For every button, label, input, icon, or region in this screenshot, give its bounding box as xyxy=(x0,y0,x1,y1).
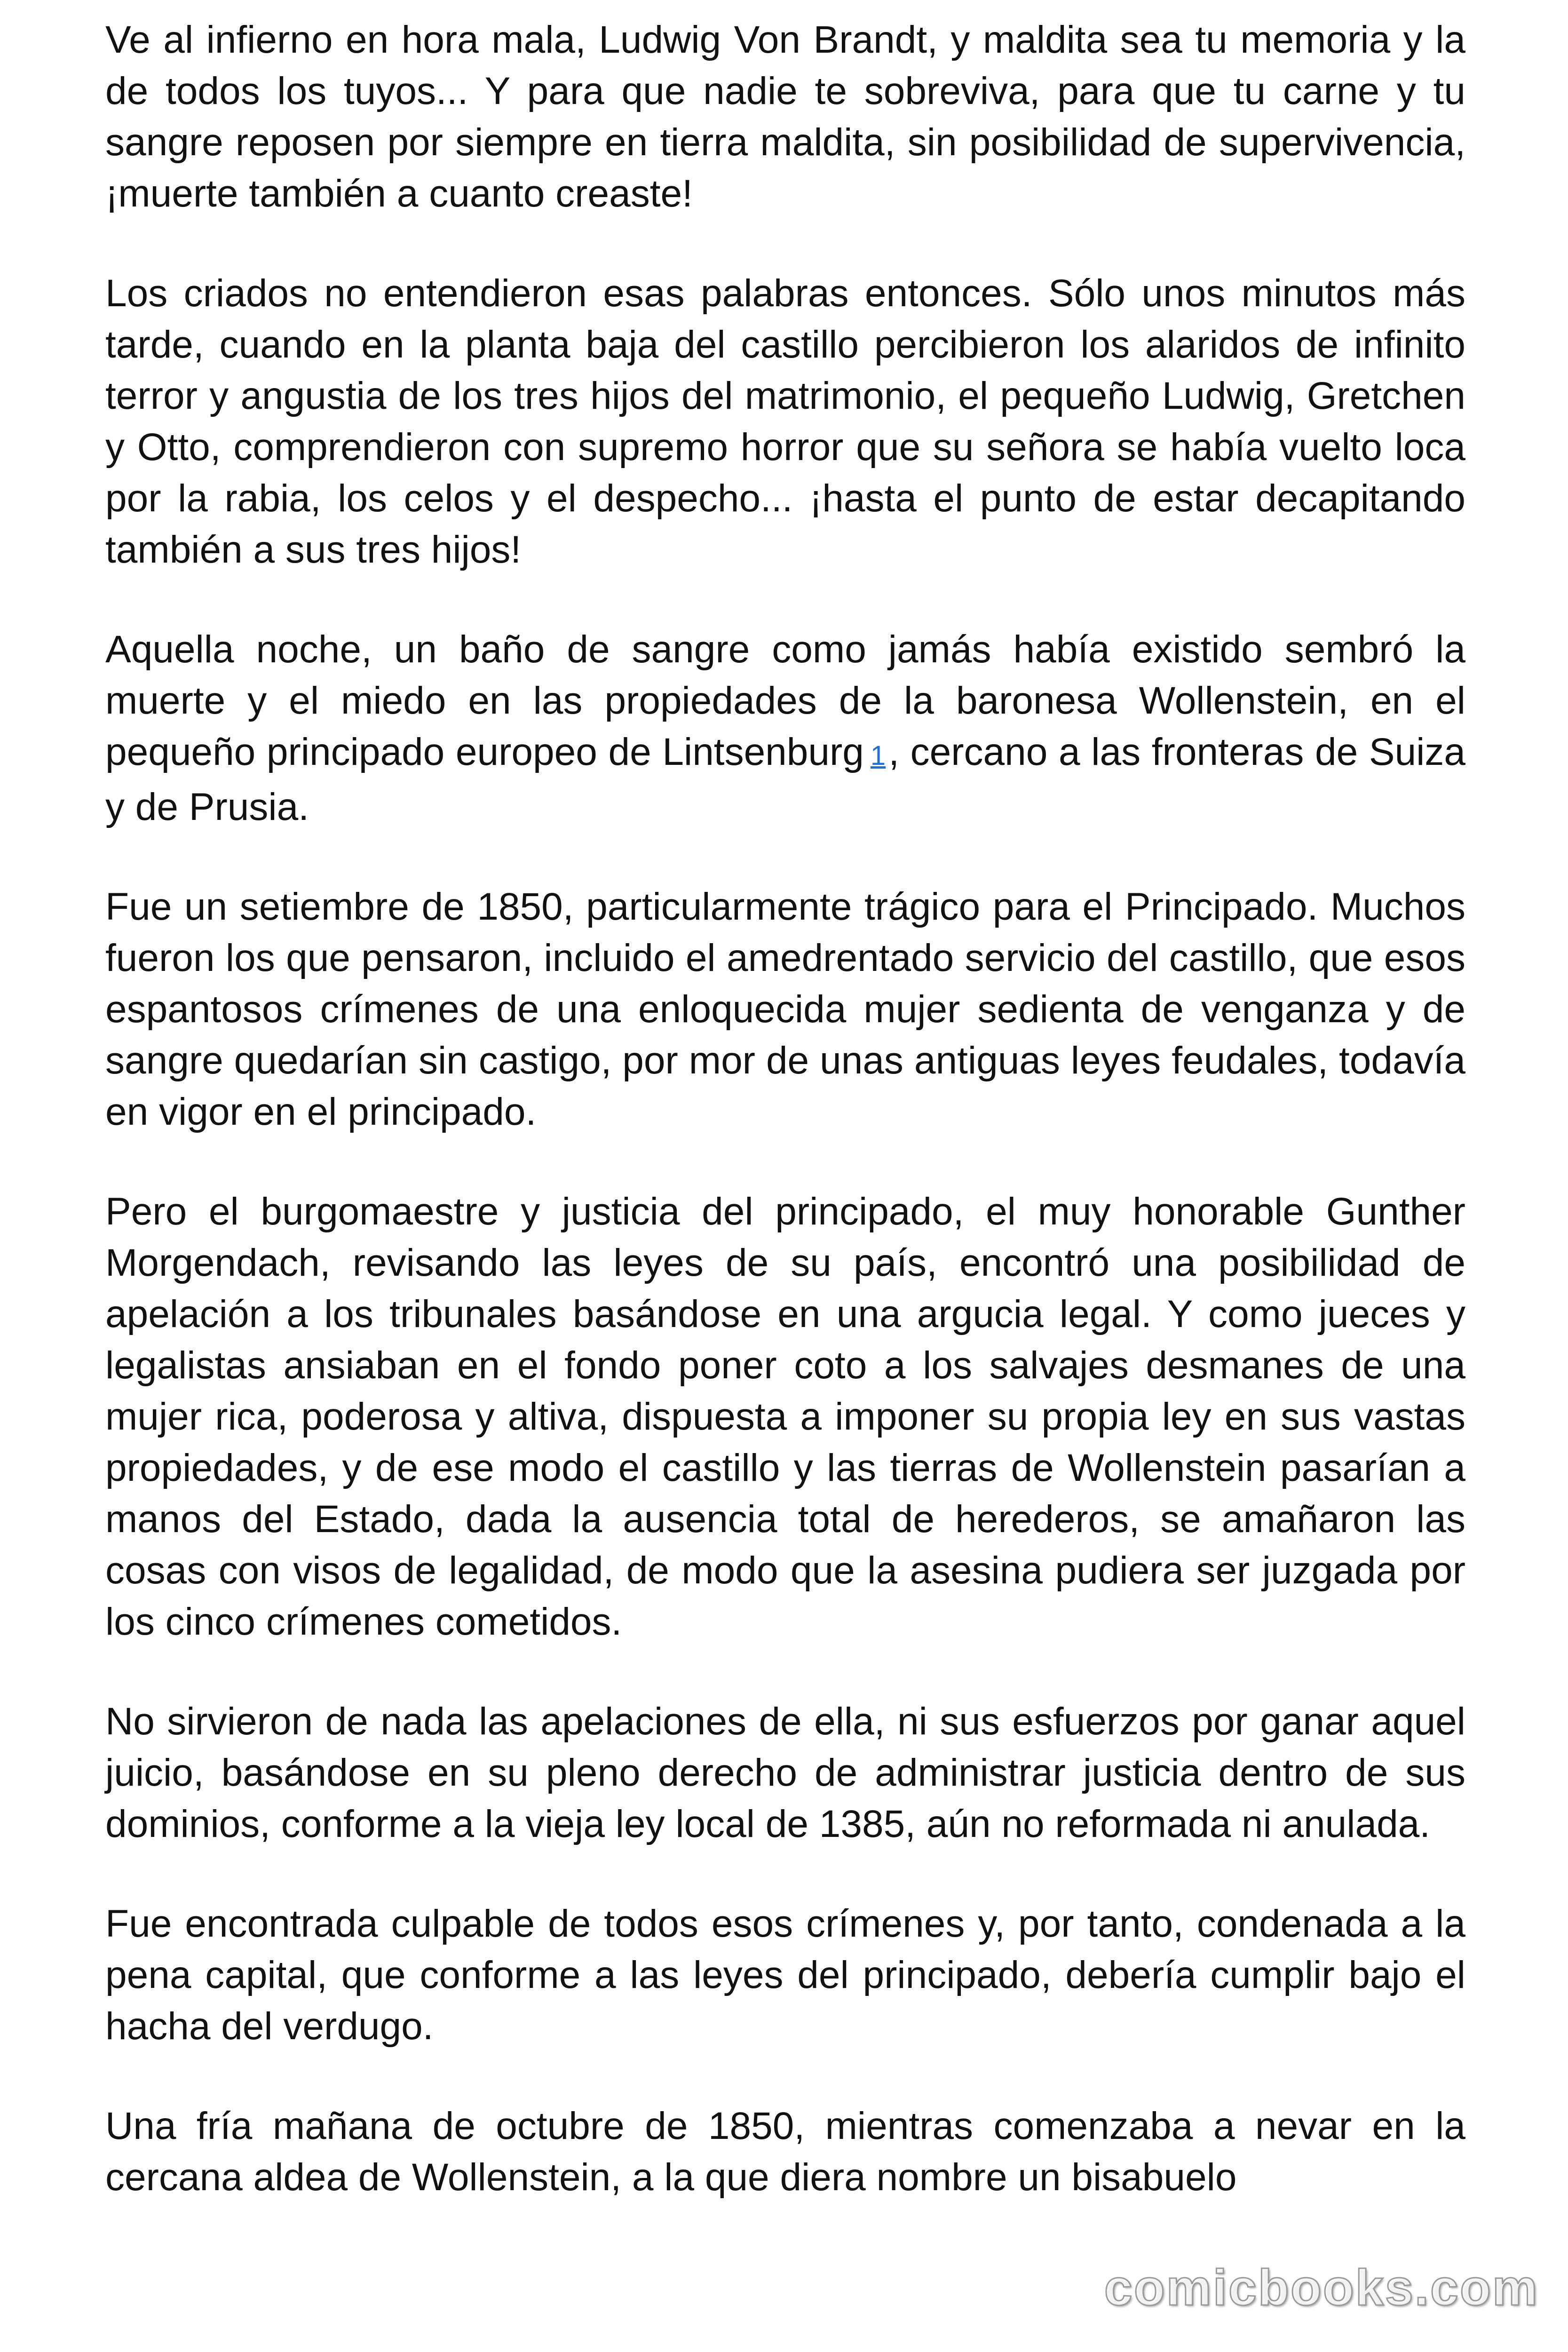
paragraph-appeals: No sirvieron de nada las apelaciones de ella, ni sus esfuerzos por ganar aquel juicio, basándose en su pleno derecho de administrar justicia dentro de sus dominios, conforme a la vieja ley local de 1385, aún no reformada ni anulada. xyxy=(105,1700,1465,1845)
paragraph-bloodbath-text-after: , cercano a las fronteras de Suiza y de Prusia. xyxy=(105,731,1465,828)
paragraph-servants: Los criados no entendieron esas palabras entonces. Sólo unos minutos más tarde, cuando en la planta baja del castillo percibieron los alaridos de infinito terror y angustia de los tres hijos del matrimonio, el pequeño Ludwig, Gretchen y Otto, comprendieron con supremo horror que su señora se había vuelto loca por la rabia, los celos y el despecho... ¡hasta el punto de estar decapitando también a sus tres hijos! xyxy=(105,272,1465,571)
paragraph-october: Una fría mañana de octubre de 1850, mientras comenzaba a nevar en la cercana aldea de Wollenstein, a la que diera nombre un bisabuelo xyxy=(105,2105,1465,2199)
paragraph-sentence: Fue encontrada culpable de todos esos crímenes y, por tanto, condenada a la pena capital, que conforme a las leyes del principado, debería cumplir bajo el hacha del verdugo. xyxy=(105,1902,1465,2048)
footnote-link[interactable]: 1 xyxy=(870,740,886,771)
paragraph-curse: Ve al infierno en hora mala, Ludwig Von Brandt, y maldita sea tu memoria y la de todos los tuyos... Y para que nadie te sobreviva, para que tu carne y tu sangre reposen por siempre en tierra maldita, sin posibilidad de supervivencia, ¡muerte también a cuanto creaste! xyxy=(105,18,1465,215)
paragraph-september: Fue un setiembre de 1850, particularmente trágico para el Principado. Muchos fueron los que pensaron, incluido el amedrentado servicio del castillo, que esos espantosos crímenes de una enloquecida mujer sedienta de venganza y de sangre quedarían sin castigo, por mor de unas antiguas leyes feudales, todavía en vigor en el principado. xyxy=(105,885,1465,1133)
paragraph-bloodbath-text-before: Aquella noche, un baño de sangre como jamás había existido sembró la muerte y el miedo en las propiedades de la baronesa Wollenstein, en el pequeño principado europeo de Lintsenburg xyxy=(105,628,1465,773)
document-page xyxy=(105,14,1465,2203)
watermark-logo: comicbooks.com xyxy=(1104,2259,1539,2316)
paragraph-burgomaster: Pero el burgomaestre y justicia del principado, el muy honorable Gunther Morgendach, revisando las leyes de su país, encontró una posibilidad de apelación a los tribunales basándose en una argucia legal. Y como jueces y legalistas ansiaban en el fondo poner coto a los salvajes desmanes de una mujer rica, poderosa y altiva, dispuesta a imponer su propia ley en sus vastas propiedades, y de ese modo el castillo y las tierras de Wollenstein pasarían a manos del Estado, dada la ausencia total de herederos, se amañaron las cosas con visos de legalidad, de modo que la asesina pudiera ser juzgada por los cinco crímenes cometidos. xyxy=(105,1190,1465,1643)
paragraph-bloodbath xyxy=(105,624,1465,833)
